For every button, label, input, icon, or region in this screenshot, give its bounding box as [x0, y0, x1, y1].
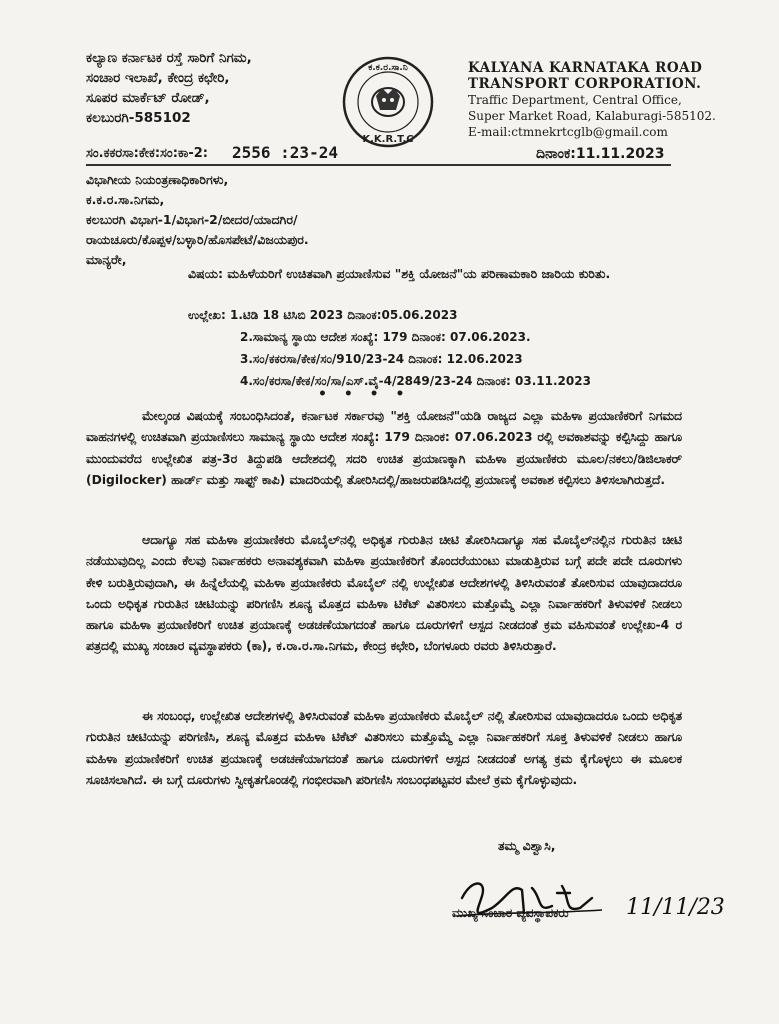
- header-line: ಕಲಬುರಗಿ-585102: [86, 110, 191, 126]
- references-list: [188, 304, 591, 392]
- reference-item: ಉಲ್ಲೇಖ: 1.ಟಿಡಿ 18 ಟಿಸಿಬಿ 2023 ದಿನಾಂಕ:05.06.2023: [188, 308, 458, 322]
- header-english-address: [468, 60, 716, 140]
- department-line: Traffic Department, Central Office,: [468, 93, 682, 107]
- body-paragraph-3: ಈ ಸಂಬಂಧ, ಉಲ್ಲೇಖಿತ ಆದೇಶಗಳಲ್ಲಿ ತಿಳಿಸಿರುವಂತೆ ಮಹಿಳಾ ಪ್ರಯಾಣಿಕರು ಮೊಬೈಲ್ ನಲ್ಲಿ ತೋರಿಸುವ ಯಾವುದಾದರೂ ಒಂದು ಅಧಿಕೃತ ಗುರುತಿನ ಚೀಟಿಯನ್ನು ಪರಿಗಣಿಸಿ, ಶೂನ್ಯ ಮೊತ್ತದ ಮಹಿಳಾ ಟಿಕೆಟ್ ವಿತರಿಸಲು ಮತ್ತೊಮ್ಮೆ ಎಲ್ಲಾ ನಿರ್ವಾಹಕರಿಗೆ ಸೂಕ್ತ ತಿಳುವಳಿಕೆ ನೀಡಲು ಹಾಗೂ ಮಹಿಳಾ ಪ್ರಯಾಣಿಕರಿಗೆ ಉಚಿತ ಪ್ರಯಾಣಕ್ಕೆ ಅಡಚಣೆಯಾಗದಂತೆ ಹಾಗೂ ದೂರುಗಳಿಗೆ ಆಸ್ಪದ ನೀಡದಂತೆ ಅಗತ್ಯ ಕ್ರಮ ಕೈಗೊಳ್ಳಲು ಈ ಮೂಲಕ ಸೂಚಿಸಲಾಗಿದೆ. ಈ ಬಗ್ಗೆ ದೂರುಗಳು ಸ್ವೀಕೃತಗೊಂಡಲ್ಲಿ ಗಂಭೀರವಾಗಿ ಪರಿಗಣಿಸಿ ಸಂಬಂಧಪಟ್ಟವರ ಮೇಲೆ ಕ್ರಮ ಕೈಗೊಳ್ಳುವುದು.: [86, 709, 682, 787]
- salutation: ಮಾನ್ಯರೇ,: [86, 252, 127, 267]
- separator-dots: • • • •: [318, 386, 411, 402]
- svg-text:11/11/23: 11/11/23: [626, 895, 725, 920]
- address-line: ಕಲಬುರಗಿ ವಿಭಾಗ-1/ವಿಭಾಗ-2/ಬೀದರ/ಯಾದಗಿರ/: [86, 212, 298, 227]
- reference-item: 3.ಸಂ/ಕಕರಸಾ/ಕೇಕ/ಸಂ/910/23-24 ದಿನಾಂಕ: 12.06.2023: [240, 352, 523, 366]
- org-name-line-1: KALYANA KARNATAKA ROAD: [468, 60, 703, 76]
- org-name-line-2: TRANSPORT CORPORATION.: [468, 76, 702, 92]
- kkrtc-logo: [338, 52, 438, 152]
- reference-number: 2556 :23-24: [232, 143, 338, 162]
- header-line: ಸಂಚಾರ ಇಲಾಖೆ, ಕೇಂದ್ರ ಕಛೇರಿ,: [86, 70, 230, 86]
- address-line: ರಾಯಚೂರು/ಕೊಪ್ಪಳ/ಬಳ್ಳಾರಿ/ಹೊಸಪೇಟೆ/ವಿಜಯಪುರ.: [86, 232, 309, 247]
- header-kannada-address: [86, 48, 252, 128]
- header-line: ಕಲ್ಯಾಣ ಕರ್ನಾಟಕ ರಸ್ತೆ ಸಾರಿಗೆ ನಿಗಮ,: [86, 50, 252, 66]
- address-line: Super Market Road, Kalaburagi-585102.: [468, 109, 716, 123]
- recipient-address: [86, 170, 309, 270]
- logo-emblem-icon: [372, 88, 404, 116]
- reference-prefix: ಸಂ.ಕಕರಸಾ:ಕೇಕ:ಸಂ:ಕಾ-2:: [86, 146, 208, 161]
- reference-item: 4.ಸಂ/ಕರಸಾ/ಕೇಕ/ಸಂ/ಸಾ/ಎಸ್.ವೈ-4/2849/23-24 ದಿನಾಂಕ: 03.11.2023: [240, 374, 591, 388]
- body-paragraph-2: ಆದಾಗ್ಯೂ ಸಹ ಮಹಿಳಾ ಪ್ರಯಾಣಿಕರು ಮೊಬೈಲ್‌ನಲ್ಲಿ ಅಧಿಕೃತ ಗುರುತಿನ ಚೀಟಿ ತೋರಿಸಿದಾಗ್ಯೂ ಸಹ ಮೊಬೈಲ್‌ನಲ್ಲಿನ ಗುರುತಿನ ಚೀಟಿ ನಡೆಯುವುದಿಲ್ಲ ಎಂದು ಕೆಲವು ನಿರ್ವಾಹಕರು ಅನಾವಶ್ಯಕವಾಗಿ ಮಹಿಳಾ ಪ್ರಯಾಣಿಕರಿಗೆ ತೊಂದರೆಯುಂಟು ಮಾಡುತ್ತಿರುವ ಬಗ್ಗೆ ಪದೇ ಪದೇ ದೂರುಗಳು ಕೇಳಿ ಬರುತ್ತಿರುವುದಾಗಿ, ಈ ಹಿನ್ನೆಲೆಯಲ್ಲಿ ಮಹಿಳಾ ಪ್ರಯಾಣಿಕರು ಮೊಬೈಲ್ ನಲ್ಲಿ ಉಲ್ಲೇಖಿತ ಆದೇಶಗಳಲ್ಲಿ ತಿಳಿಸಿರುವಂತೆ ತೋರಿಸುವ ಯಾವುದಾದರೂ ಒಂದು ಅಧಿಕೃತ ಗುರುತಿನ ಚೀಟಿಯನ್ನು ಪರಿಗಣಿಸಿ ಶೂನ್ಯ ಮೊತ್ತದ ಮಹಿಳಾ ಟಿಕೆಟ್ ವಿತರಿಸಲು ಮತ್ತೊಮ್ಮೆ ಎಲ್ಲಾ ನಿರ್ವಾಹಕರಿಗೆ ತಿಳುವಳಿಕೆ ನೀಡಲು ಹಾಗೂ ಮಹಿಳಾ ಪ್ರಯಾಣಿಕರಿಗೆ ಉಚಿತ ಪ್ರಯಾಣಕ್ಕೆ ಅಡಚಣೆಯಾಗದಂತೆ ಹಾಗೂ ದೂರುಗಳಿಗೆ ಆಸ್ಪದ ನೀಡದಂತೆ ಕ್ರಮ ವಹಿಸುವಂತೆ ಉಲ್ಲೇಖ-4 ರ ಪತ್ರದಲ್ಲಿ ಮುಖ್ಯ ಸಂಚಾರ ವ್ಯವಸ್ಥಾಪಕರು (ಕಾ), ಕ.ರಾ.ರ.ಸಾ.ನಿಗಮ, ಕೇಂದ್ರ ಕಛೇರಿ, ಬೆಂಗಳೂರು ರವರು ತಿಳಿಸಿರುತ್ತಾರೆ.: [86, 533, 682, 654]
- header-line: ಸೂಪರ ಮಾರ್ಕೆಟ್ ರೋಡ್,: [86, 90, 210, 106]
- designation: ಮುಖ್ಯ ಸಂಚಾರ ವ್ಯವಸ್ಥಾಪಕರು: [452, 906, 569, 920]
- closing: ತಮ್ಮ ವಿಶ್ವಾಸಿ,: [498, 838, 556, 853]
- address-line: ವಿಭಾಗೀಯ ನಿಯಂತ್ರಣಾಧಿಕಾರಿಗಳು,: [86, 172, 229, 187]
- letter-date: ದಿನಾಂಕ:11.11.2023: [536, 146, 665, 162]
- address-line: ಕ.ಕ.ರ.ಸಾ.ನಿಗಮ,: [86, 192, 165, 207]
- subject: ವಿಷಯ: ಮಹಿಳೆಯರಿಗೆ ಉಚಿತವಾಗಿ ಪ್ರಯಾಣಿಸುವ "ಶಕ್ತಿ ಯೋಜನೆ"ಯ ಪರಿಣಾಮಕಾರಿ ಜಾರಿಯ ಕುರಿತು.: [188, 266, 611, 281]
- header-divider: [86, 164, 671, 166]
- logo-text-bottom: K.K.R.T.C: [362, 134, 414, 145]
- body-paragraph-1: ಮೇಲ್ಕಂಡ ವಿಷಯಕ್ಕೆ ಸಂಬಂಧಿಸಿದಂತೆ, ಕರ್ನಾಟಕ ಸರ್ಕಾರವು "ಶಕ್ತಿ ಯೋಜನೆ"ಯಡಿ ರಾಜ್ಯದ ಎಲ್ಲಾ ಮಹಿಳಾ ಪ್ರಯಾಣಿಕರಿಗೆ ನಿಗಮದ ವಾಹನಗಳಲ್ಲಿ ಉಚಿತವಾಗಿ ಪ್ರಯಾಣಿಸಲು ಸಾಮಾನ್ಯ ಸ್ಥಾಯಿ ಆದೇಶ ಸಂಖ್ಯೆ: 179 ದಿನಾಂಕ: 07.06.2023 ರಲ್ಲಿ ಅವಕಾಶವನ್ನು ಕಲ್ಪಿಸಿದ್ದು ಹಾಗೂ ಮುಂದುವರೆದ ಉಲ್ಲೇಖಿತ ಪತ್ರ-3ರ ತಿದ್ದುಪಡಿ ಆದೇಶದಲ್ಲಿ ಸದರಿ ಉಚಿತ ಪ್ರಯಾಣಕ್ಕಾಗಿ ಮಹಿಳಾ ಪ್ರಯಾಣಿಕರು ಮೂಲ/ನಕಲು/ಡಿಜಿಲಾಕರ್ (Digilocker) ಹಾರ್ಡ್ ಮತ್ತು ಸಾಫ್ಟ್ ಕಾಪಿ) ಮಾದರಿಯಲ್ಲಿ ತೋರಿಸಿದಲ್ಲಿ/ಹಾಜರುಪಡಿಸಿದಲ್ಲಿ ಪ್ರಯಾಣಕ್ಕೆ ಅವಕಾಶ ಕಲ್ಪಿಸಲು ತಿಳಿಸಲಾಗಿರುತ್ತದೆ.: [86, 409, 682, 487]
- logo-text-top: ಕ.ಕ.ರ.ಸಾ.ನಿ: [368, 63, 408, 73]
- email-line: E-mail:ctmnekrtcglb@gmail.com: [468, 125, 668, 139]
- reference-item: 2.ಸಾಮಾನ್ಯ ಸ್ಥಾಯಿ ಆದೇಶ ಸಂಖ್ಯೆ: 179 ದಿನಾಂಕ: 07.06.2023.: [240, 330, 531, 344]
- signature-date: [622, 884, 732, 924]
